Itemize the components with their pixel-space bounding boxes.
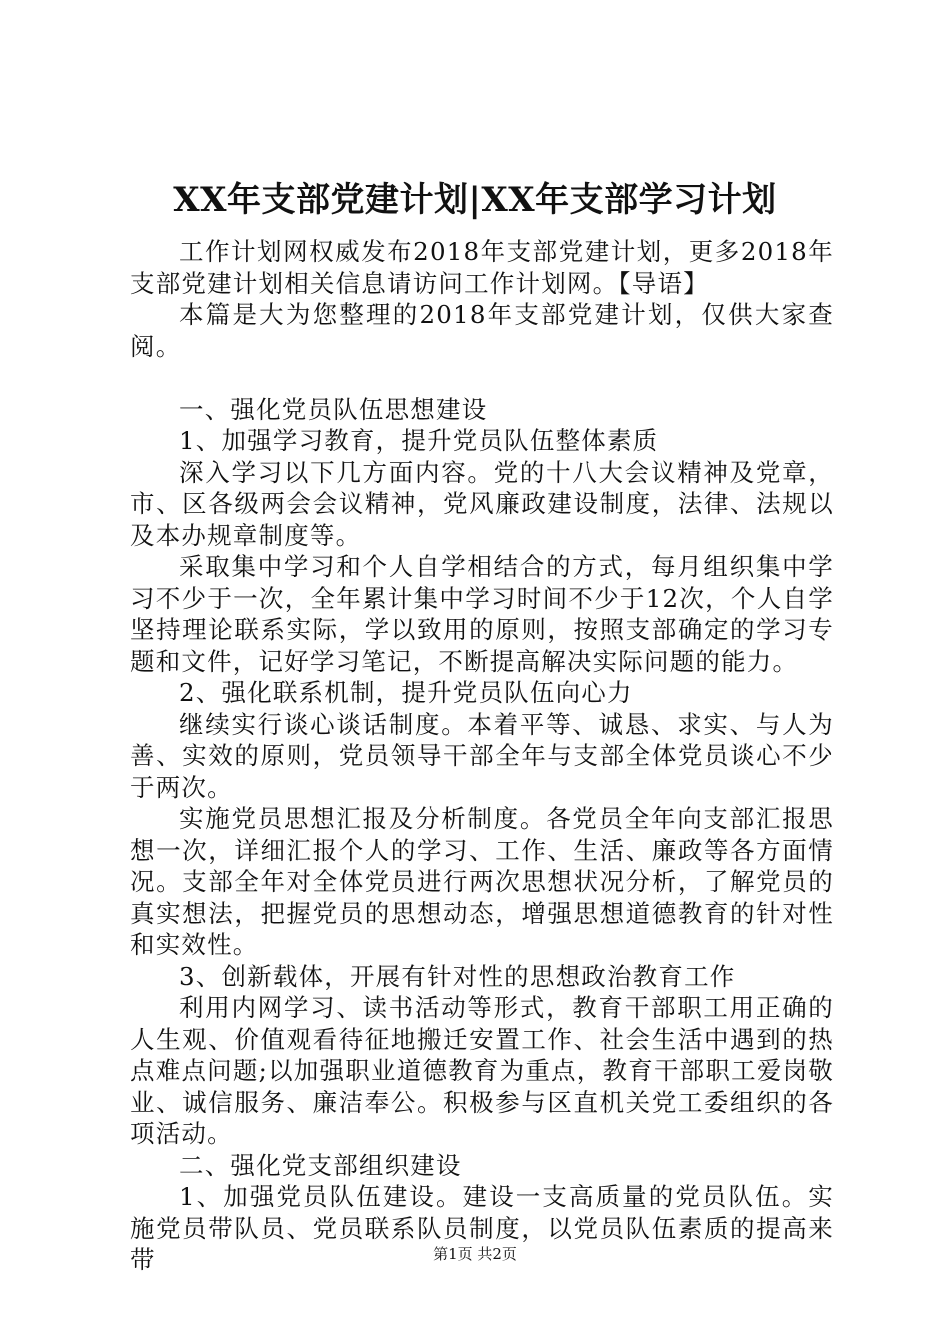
subsection-heading-1-3: 3、创新载体，开展有针对性的思想政治教育工作 [179,961,736,991]
paragraph: 深入学习以下几方面内容。党的十八大会议精神及党章，市、区各级两会会议精神，党风廉政建设制度，法律、法规以及本办规章制度等。 [130,457,834,550]
paragraph-note: 本篇是大为您整理的2018年支部党建计划，仅供大家查阅。 [130,300,834,361]
document-body [130,236,834,1276]
paragraph: 1、加强党员队伍建设。建设一支高质量的党员队伍。实施党员带队员、党员联系队员制度，以党员队伍素质的提高来带 [130,1182,834,1274]
document-title: XX年支部党建计划|XX年支部学习计划 [173,180,777,220]
subsection-heading-1-1: 1、加强学习教育，提升党员队伍整体素质 [179,426,659,455]
page-footer: 第1页 共2页 [433,1245,517,1263]
paragraph-intro: 工作计划网权威发布2018年支部党建计划，更多2018年支部党建计划相关信息请访问工作计划网。【导语】 [130,237,834,298]
paragraph: 利用内网学习、读书活动等形式，教育干部职工用正确的人生观、价值观看待征地搬迁安置工作、社会生活中遇到的热点难点问题;以加强职业道德教育为重点，教育干部职工爱岗敬业、诚信服务、廉洁奉公。积极参与区直机关党工委组织的各项活动。 [130,993,834,1148]
paragraph: 采取集中学习和个人自学相结合的方式，每月组织集中学习不少于一次，全年累计集中学习时间不少于12次，个人自学坚持理论联系实际，学以致用的原则，按照支部确定的学习专题和文件，记好学习笔记，不断提高解决实际问题的能力。 [130,552,834,676]
section-heading-1: 一、强化党员队伍思想建设 [179,394,488,424]
section-heading-2: 二、强化党支部组织建设 [179,1150,462,1180]
paragraph: 实施党员思想汇报及分析制度。各党员全年向支部汇报思想一次，详细汇报个人的学习、工作、生活、廉政等各方面情况。支部全年对全体党员进行两次思想状况分析，了解党员的真实想法，把握党员的思想动态，增强思想道德教育的针对性和实效性。 [130,804,834,959]
subsection-heading-1-2: 2、强化联系机制，提升党员队伍向心力 [179,678,633,707]
paragraph: 继续实行谈心谈话制度。本着平等、诚恳、求实、与人为善、实效的原则，党员领导干部全年与支部全体党员谈心不少于两次。 [130,709,834,802]
